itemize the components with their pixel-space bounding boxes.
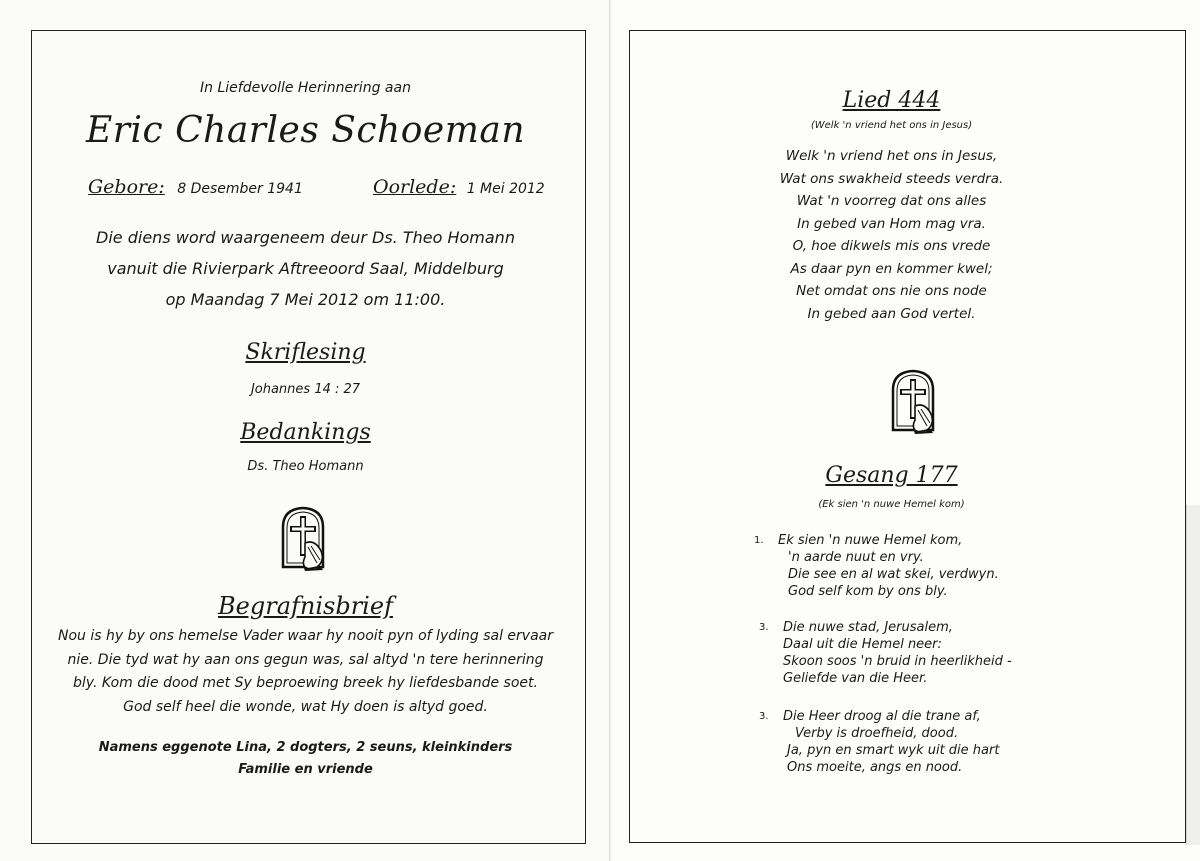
born-label: Gebore: <box>88 176 165 198</box>
lied-line: Wat ons swakheid steeds verdra. <box>779 170 1004 187</box>
verse-line: Ons moeite, angs en nood. <box>787 760 963 775</box>
letter-line: bly. Kom die dood met Sy beproewing breek hy liefdesbande soet. <box>73 675 538 691</box>
lied-verse <box>597 145 1186 325</box>
verse-line: Verby is droefheid, dood. <box>795 726 959 741</box>
deceased-name: Eric Charles Schoeman <box>85 110 526 151</box>
verse-line: Skoon soos 'n bruid in heerlikheid - <box>783 654 1012 669</box>
praying-hands-window-icon <box>277 505 329 571</box>
lied-line: O, hoe dikwels mis ons vrede <box>792 238 991 254</box>
service-line: op Maandag 7 Mei 2012 om 11:00. <box>165 290 446 309</box>
born-date: 8 Desember 1941 <box>177 181 303 197</box>
gesang-verse <box>759 708 1000 776</box>
lied-line: As daar pyn en kommer kwel; <box>790 260 993 277</box>
letter-text <box>0 625 611 719</box>
lied-line: Welk 'n vriend het ons in Jesus, <box>785 148 998 164</box>
letter-line: nie. Die tyd wat hy aan ons gegun was, sal altyd 'n tere herinnering <box>67 651 544 668</box>
verse-line: Die Heer droog al die trane af, <box>783 709 981 724</box>
gesang-heading: Gesang 177 <box>825 463 958 488</box>
died-line <box>373 176 545 198</box>
lied-subtitle: (Welk 'n vriend het ons in Jesus) <box>810 120 973 131</box>
family-line: Familie en vriende <box>238 762 373 777</box>
verse-line: Daal uit die Hemel neer: <box>783 637 942 652</box>
verse-line: Die see en al wat skei, verdwyn. <box>788 567 999 582</box>
thanks-heading: Bedankings <box>240 420 371 445</box>
service-details <box>0 222 611 315</box>
verse-number: 3. <box>759 711 769 722</box>
verse-number: 1. <box>754 535 764 546</box>
service-line: vanuit die Rivierpark Aftreeoord Saal, Middelburg <box>107 259 504 278</box>
verse-line: God self kom by ons bly. <box>788 584 948 599</box>
lied-line: Net omdat ons nie ons node <box>796 283 987 299</box>
page-edge <box>1186 505 1200 845</box>
verse-line: Geliefde van die Heer. <box>783 671 928 686</box>
lied-line: In gebed aan God vertel. <box>807 305 976 322</box>
gesang-subtitle: (Ek sien 'n nuwe Hemel kom) <box>818 499 965 510</box>
service-line: Die diens word waargeneem deur Ds. Theo Homann <box>96 228 515 247</box>
lied-line: In gebed van Hom mag vra. <box>797 215 986 232</box>
gesang-verse <box>754 532 999 600</box>
scripture-reference: Johannes 14 : 27 <box>250 382 361 397</box>
died-date: 1 Mei 2012 <box>466 181 545 197</box>
letter-heading: Begrafnisbrief <box>218 592 393 620</box>
verse-line: Ek sien 'n nuwe Hemel kom, <box>778 533 963 548</box>
verse-line: Ja, pyn en smart wyk uit die hart <box>787 743 1000 758</box>
letter-line: God self heel die wonde, wat Hy doen is altyd goed. <box>123 698 488 715</box>
family-text <box>0 737 611 781</box>
verse-line: Die nuwe stad, Jerusalem, <box>783 620 953 635</box>
family-line: Namens eggenote Lina, 2 dogters, 2 seuns, kleinkinders <box>98 740 513 755</box>
verse-number: 3. <box>759 622 769 633</box>
verse-line: 'n aarde nuut en vry. <box>788 550 924 565</box>
thanks-by: Ds. Theo Homann <box>247 459 364 474</box>
lied-heading: Lied 444 <box>842 88 941 113</box>
praying-hands-window-icon <box>887 368 939 434</box>
lied-line: Wat 'n voorreg dat ons alles <box>796 193 987 209</box>
letter-line: Nou is hy by ons hemelse Vader waar hy nooit pyn of lyding sal ervaar <box>58 628 553 644</box>
scripture-heading: Skriflesing <box>245 340 366 365</box>
died-label: Oorlede: <box>373 176 457 198</box>
right-page <box>611 0 1200 861</box>
gesang-verse <box>759 619 1012 687</box>
born-line <box>88 176 303 198</box>
intro-text: In Liefdevolle Herinnering aan <box>200 80 411 96</box>
